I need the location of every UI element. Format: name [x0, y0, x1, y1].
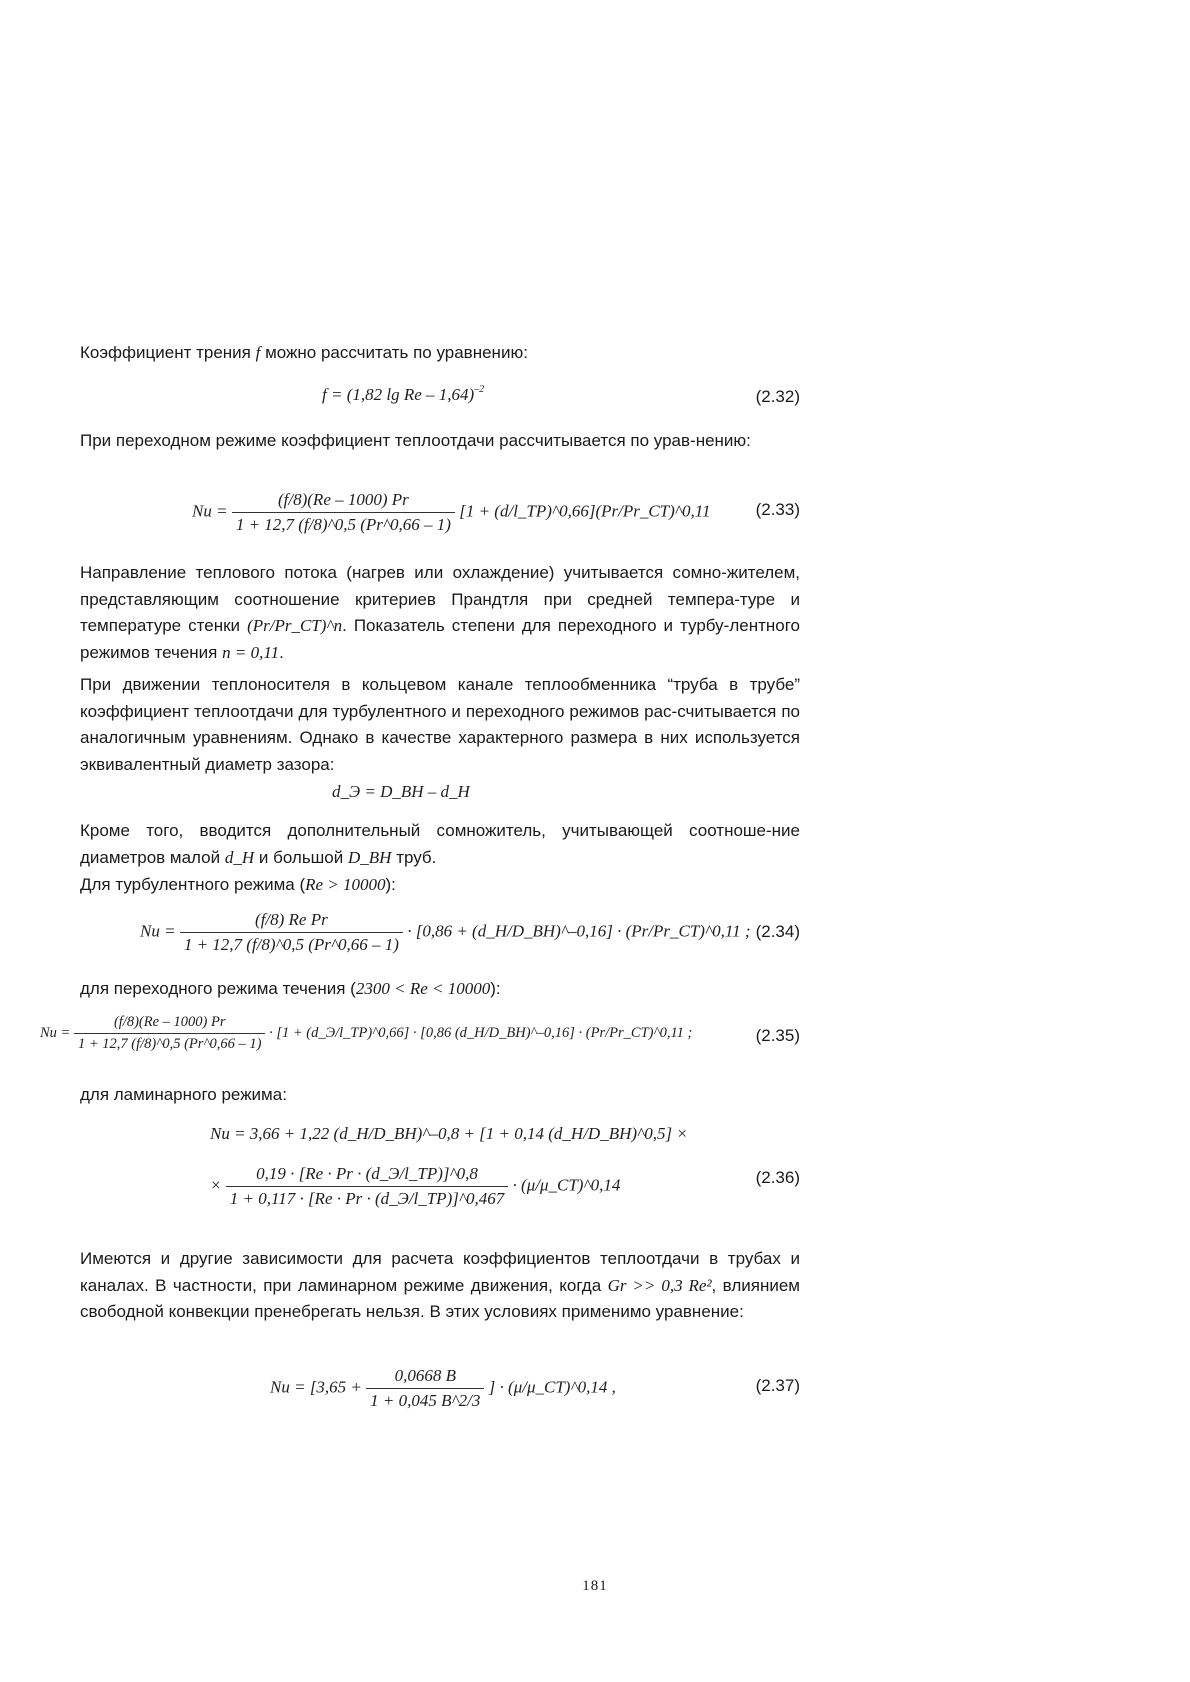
math-condition: 2300 < Re < 10000	[355, 979, 491, 998]
formula-lhs: Nu =	[270, 1377, 306, 1397]
paragraph-text: для ламинарного режима:	[80, 1085, 287, 1104]
paragraph-transition	[80, 428, 800, 455]
fraction-denominator: 1 + 0,117 · [Re · Pr · (d_Э/l_ТР)]^0,467	[229, 1189, 505, 1208]
paragraph-text: При движении теплоносителя в кольцевом канале теплообменника “труба в трубе” коэффициент теплоотдачи для турбулентного и переходного режимов рас-считывается по аналогичным уравнениям. Однако в качестве характерного размера в них используется эквивалентный диаметр зазора:	[80, 675, 800, 774]
equation-number: (2.34)	[755, 922, 800, 941]
paragraph-laminar	[80, 1082, 800, 1109]
paragraph-text: Направление теплового потока (нагрев или охлаждение) учитывается сомно-жителем, представляющим соотношение критериев Прандтля при средней темпера-туре и температуре стенки	[80, 563, 800, 635]
formula-lhs: Nu =	[40, 1024, 71, 1041]
formula-line: Nu = 3,66 + 1,22 (d_Н/D_ВН)^–0,8 + [1 + 0,14 (d_Н/D_ВН)^0,5] ×	[210, 1124, 688, 1143]
formula-tail: [1 + (d/l_ТР)^0,66](Pr/Pr_СТ)^0,11	[459, 501, 711, 521]
paragraph-diameters	[80, 818, 800, 871]
formula-lhs: Nu =	[140, 921, 176, 941]
equation-number: (2.32)	[755, 387, 800, 406]
formula-fraction	[366, 1366, 484, 1411]
formula-tail: · [0,86 + (d_Н/D_ВН)^–0,16] · (Pr/Pr_СТ)^0,11 ;	[407, 921, 751, 941]
paragraph-text: можно рассчитать по уравнению:	[265, 343, 528, 362]
fraction-denominator: 1 + 12,7 (f/8)^0,5 (Pr^0,66 – 1)	[235, 515, 451, 534]
paragraph-friction-intro	[80, 340, 800, 367]
paragraph-text: для переходного режима течения (	[80, 979, 356, 998]
formula-fraction	[232, 490, 455, 535]
math-condition: Gr >> 0,3 Re²	[607, 1275, 712, 1295]
paragraph-turbulent	[80, 872, 800, 899]
equation-2-37: Nu = [3,65 + $\frac{0,0668 B}{1 + 0,045 B\^{}2/3}$ ] · (μ/μ_СТ)^0,14 , (2.37)	[270, 1366, 800, 1410]
formula-exponent: –2	[474, 384, 485, 395]
paragraph-text: При переходном режиме коэффициент теплоотдачи рассчитывается по урав-нению:	[80, 431, 751, 450]
fraction-denominator: 1 + 12,7 (f/8)^0,5 (Pr^0,66 – 1)	[183, 935, 399, 954]
fraction-numerator: 0,19 · [Re · Pr · (d_Э/l_ТР)]^0,8	[226, 1164, 509, 1187]
equation-2-35	[40, 1010, 800, 1070]
fraction-numerator: (f/8)(Re – 1000) Pr	[232, 490, 455, 513]
math-symbol-f: f	[255, 343, 261, 362]
equation-2-34	[80, 904, 800, 964]
equation-number: (2.36)	[755, 1168, 800, 1187]
paragraph-text: и большой	[258, 847, 344, 867]
equation-equivalent-diameter	[80, 782, 800, 810]
fraction-numerator: (f/8)(Re – 1000) Pr	[74, 1014, 266, 1034]
paragraph-text: .	[279, 642, 284, 662]
equation-2-36: Nu = 3,66 + 1,22 (d_Н/D_ВН)^–0,8 + [1 + 0,14 (d_Н/D_ВН)^0,5] × × $\frac{0,19 \cdot [Re \cdot Pr \cdot (d\_Э/l\_ТР)]\^{}0,8}{1 + 0,117 \cdot [Re \cdot Pr \cdot (d\_Э/l\_ТР)]\^{}0,467}$ · (μ/μ_СТ)^0,14 (2.36)	[210, 1124, 800, 1208]
equation-number: (2.35)	[755, 1026, 800, 1045]
fraction-numerator: (f/8) Re Pr	[180, 910, 403, 933]
formula-text: f = (1,82 lg Re – 1,64)	[322, 385, 475, 404]
page-number: 181	[582, 1578, 608, 1594]
math-symbol-dbn: D_ВН	[348, 847, 392, 867]
formula-text: d_Э = D_ВН – d_Н	[332, 782, 470, 801]
formula-fraction	[74, 1014, 266, 1053]
math-symbol-pr-ratio: (Pr/Pr_СТ)^n	[247, 616, 343, 635]
paragraph-heat-flow	[80, 560, 800, 666]
paragraph-text: Для турбулентного режима (	[80, 875, 306, 894]
fraction-numerator: 0,0668 B	[366, 1366, 484, 1389]
formula-tail: · [1 + (d_Э/l_ТР)^0,66] · [0,86 (d_Н/D_ВН)^–0,16] · (Pr/Pr_СТ)^0,11 ;	[269, 1024, 693, 1041]
equation-2-32	[80, 384, 800, 414]
paragraph-text: труб.	[396, 847, 437, 867]
math-symbol-dn: d_Н	[224, 847, 255, 867]
paragraph-text: Имеются и другие зависимости для расчета коэффициентов теплоотдачи в трубах и каналах. В частности, при ламинарном режиме движения, когда	[80, 1249, 800, 1295]
math-symbol-n: n = 0,11	[222, 642, 280, 662]
paragraph-text: ):	[490, 979, 501, 998]
paragraph-transitional	[80, 976, 800, 1003]
fraction-denominator: 1 + 12,7 (f/8)^0,5 (Pr^0,66 – 1)	[77, 1036, 262, 1052]
equation-number: (2.37)	[755, 1376, 800, 1395]
paragraph-text: Коэффициент трения	[80, 343, 251, 362]
formula-fraction	[180, 910, 403, 955]
paragraph-other-correlations	[80, 1246, 800, 1326]
fraction-denominator: 1 + 0,045 B^2/3	[370, 1391, 481, 1410]
equation-2-33	[80, 486, 800, 542]
formula-tail: (μ/μ_СТ)^0,14 ,	[508, 1377, 616, 1397]
paragraph-text: ):	[385, 875, 396, 894]
math-condition: Re > 10000	[305, 875, 386, 894]
paragraph-text: Кроме того, вводится дополнительный сомножитель, учитывающей соотноше-ние диаметров малой	[80, 821, 800, 867]
paragraph-text: . Показатель степени для переходного и турбу-лентного режимов течения	[80, 616, 800, 662]
formula-fraction	[226, 1164, 509, 1209]
formula-lhs: Nu =	[192, 501, 228, 521]
paragraph-text: , влиянием свободной конвекции пренебрегать нельзя. В этих условиях применимо уравнение:	[80, 1275, 800, 1321]
formula-tail: · (μ/μ_СТ)^0,14	[512, 1175, 621, 1195]
equation-number: (2.33)	[755, 500, 800, 519]
paragraph-annular-channel	[80, 672, 800, 778]
